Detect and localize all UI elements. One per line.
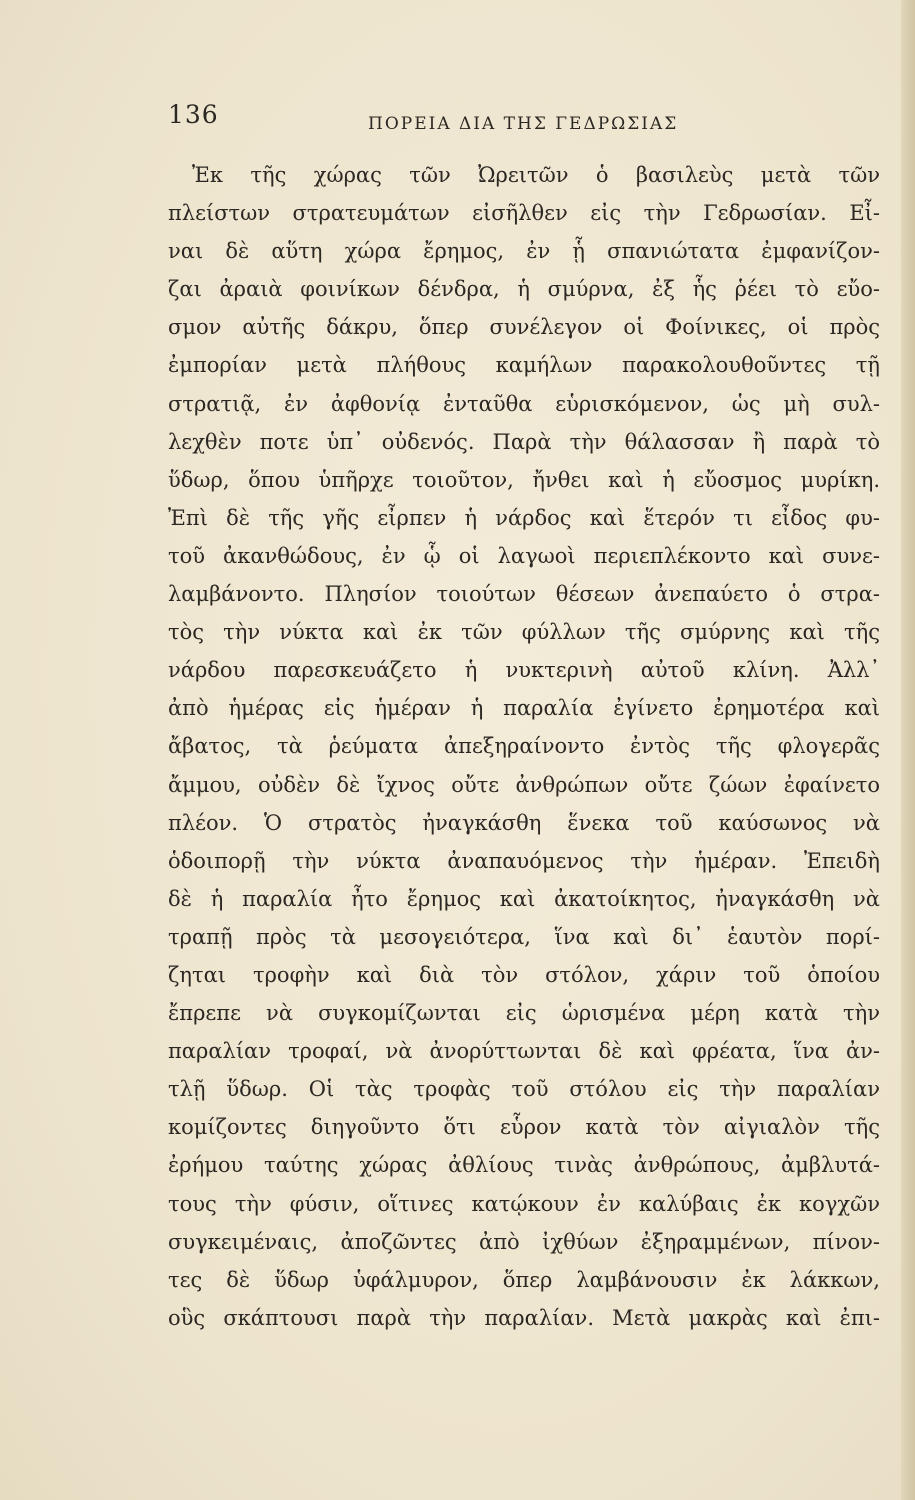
text-line: ναι δὲ αὕτη χώρα ἔρημος, ἐν ᾗ σπανιώτατα ἐμφανίζον- [168,239,880,264]
text-line: συγκειμέναις, ἀποζῶντες ἀπὸ ἰχθύων ἐξηραμμένων, πίνον- [168,1229,880,1254]
body-text [168,156,880,1337]
text-line: τες δὲ ὕδωρ ὑφάλμυρον, ὅπερ λαμβάνουσιν ἐκ λάκκων, [168,1267,880,1292]
text-line: ἀπὸ ἡμέρας εἰς ἡμέραν ἡ παραλία ἐγίνετο ἐρημοτέρα καὶ [168,696,880,721]
text-line: Ἐκ τῆς χώρας τῶν Ὠρειτῶν ὁ βασιλεὺς μετὰ τῶν [192,163,880,187]
page-edge [901,0,915,1500]
text-line: πλέον. Ὁ στρατὸς ἠναγκάσθη ἕνεκα τοῦ καύσωνος νὰ [168,810,880,835]
text-line: λεχθὲν ποτε ὑπ᾽ οὐδενός. Παρὰ τὴν θάλασσαν ἢ παρὰ τὸ [168,429,880,454]
text-line: ἐμπορίαν μετὰ πλήθους καμήλων παρακολουθοῦντες τῇ [168,353,880,378]
text-line: ὕδωρ, ὅπου ὑπῆρχε τοιοῦτον, ἤνθει καὶ ἡ εὔοσμος μυρίκη. [168,467,880,492]
text-line: οὓς σκάπτουσι παρὰ τὴν παραλίαν. Μετὰ μακρὰς καὶ ἐπι- [168,1305,880,1330]
text-line: τραπῇ πρὸς τὰ μεσογειότερα, ἵνα καὶ δι᾽ ἑαυτὸν πορί- [168,924,880,949]
text-line: σμον αὐτῆς δάκρυ, ὅπερ συνέλεγον οἱ Φοίνικες, οἱ πρὸς [168,315,880,340]
text-line: κομίζοντες διηγοῦντο ὅτι εὗρον κατὰ τὸν αἰγιαλὸν τῆς [168,1115,880,1140]
text-line: πλείστων στρατευμάτων εἰσῆλθεν εἰς τὴν Γεδρωσίαν. Εἶ- [168,201,880,226]
text-line: τοῦ ἀκανθώδους, ἐν ᾧ οἱ λαγωοὶ περιεπλέκοντο καὶ συνε- [168,543,880,568]
page-header [168,100,878,140]
text-line: Ἐπὶ δὲ τῆς γῆς εἶρπεν ἡ νάρδος καὶ ἕτερόν τι εἶδος φυ- [168,505,880,530]
text-line: τλῇ ὕδωρ. Οἱ τὰς τροφὰς τοῦ στόλου εἰς τὴν παραλίαν [168,1077,880,1102]
text-line: ζαι ἀραιὰ φοινίκων δένδρα, ἡ σμύρνα, ἐξ ἧς ῥέει τὸ εὔο- [168,277,880,302]
text-line: ἔπρεπε νὰ συγκομίζωνται εἰς ὡρισμένα μέρη κατὰ τὴν [168,1001,880,1026]
text-line: τὸς τὴν νύκτα καὶ ἐκ τῶν φύλλων τῆς σμύρνης καὶ τῆς [168,620,880,645]
text-line: τους τὴν φύσιν, οἵτινες κατῴκουν ἐν καλύβαις ἐκ κογχῶν [168,1191,880,1216]
text-line: ζηται τροφὴν καὶ διὰ τὸν στόλον, χάριν τοῦ ὁποίου [168,962,880,987]
text-line: ὁδοιπορῇ τὴν νύκτα ἀναπαυόμενος τὴν ἡμέραν. Ἐπειδὴ [168,848,880,873]
page-number: 136 [168,100,219,129]
text-line: ἄμμου, οὐδὲν δὲ ἴχνος οὔτε ἀνθρώπων οὔτε ζώων ἐφαίνετο [168,772,880,797]
text-line: ἐρήμου ταύτης χώρας ἀθλίους τινὰς ἀνθρώπους, ἀμβλυτά- [168,1153,880,1178]
running-title: ΠΟΡΕΙΑ ΔΙΑ ΤΗΣ ΓΕΔΡΩΣΙΑΣ [368,114,679,134]
text-line: δὲ ἡ παραλία ἦτο ἔρημος καὶ ἀκατοίκητος, ἠναγκάσθη νὰ [168,886,880,911]
text-line: λαμβάνοντο. Πλησίον τοιούτων θέσεων ἀνεπαύετο ὁ στρα- [168,582,880,607]
text-line: νάρδου παρεσκευάζετο ἡ νυκτερινὴ αὐτοῦ κλίνη. Ἀλλ᾽ [168,658,880,683]
text-line: παραλίαν τροφαί, νὰ ἀνορύττωνται δὲ καὶ φρέατα, ἵνα ἀν- [168,1039,880,1064]
text-line: ἄβατος, τὰ ῥεύματα ἀπεξηραίνοντο ἐντὸς τῆς φλογερᾶς [168,734,880,759]
text-line: στρατιᾷ, ἐν ἀφθονίᾳ ἐνταῦθα εὑρισκόμενον, ὡς μὴ συλ- [168,391,880,416]
